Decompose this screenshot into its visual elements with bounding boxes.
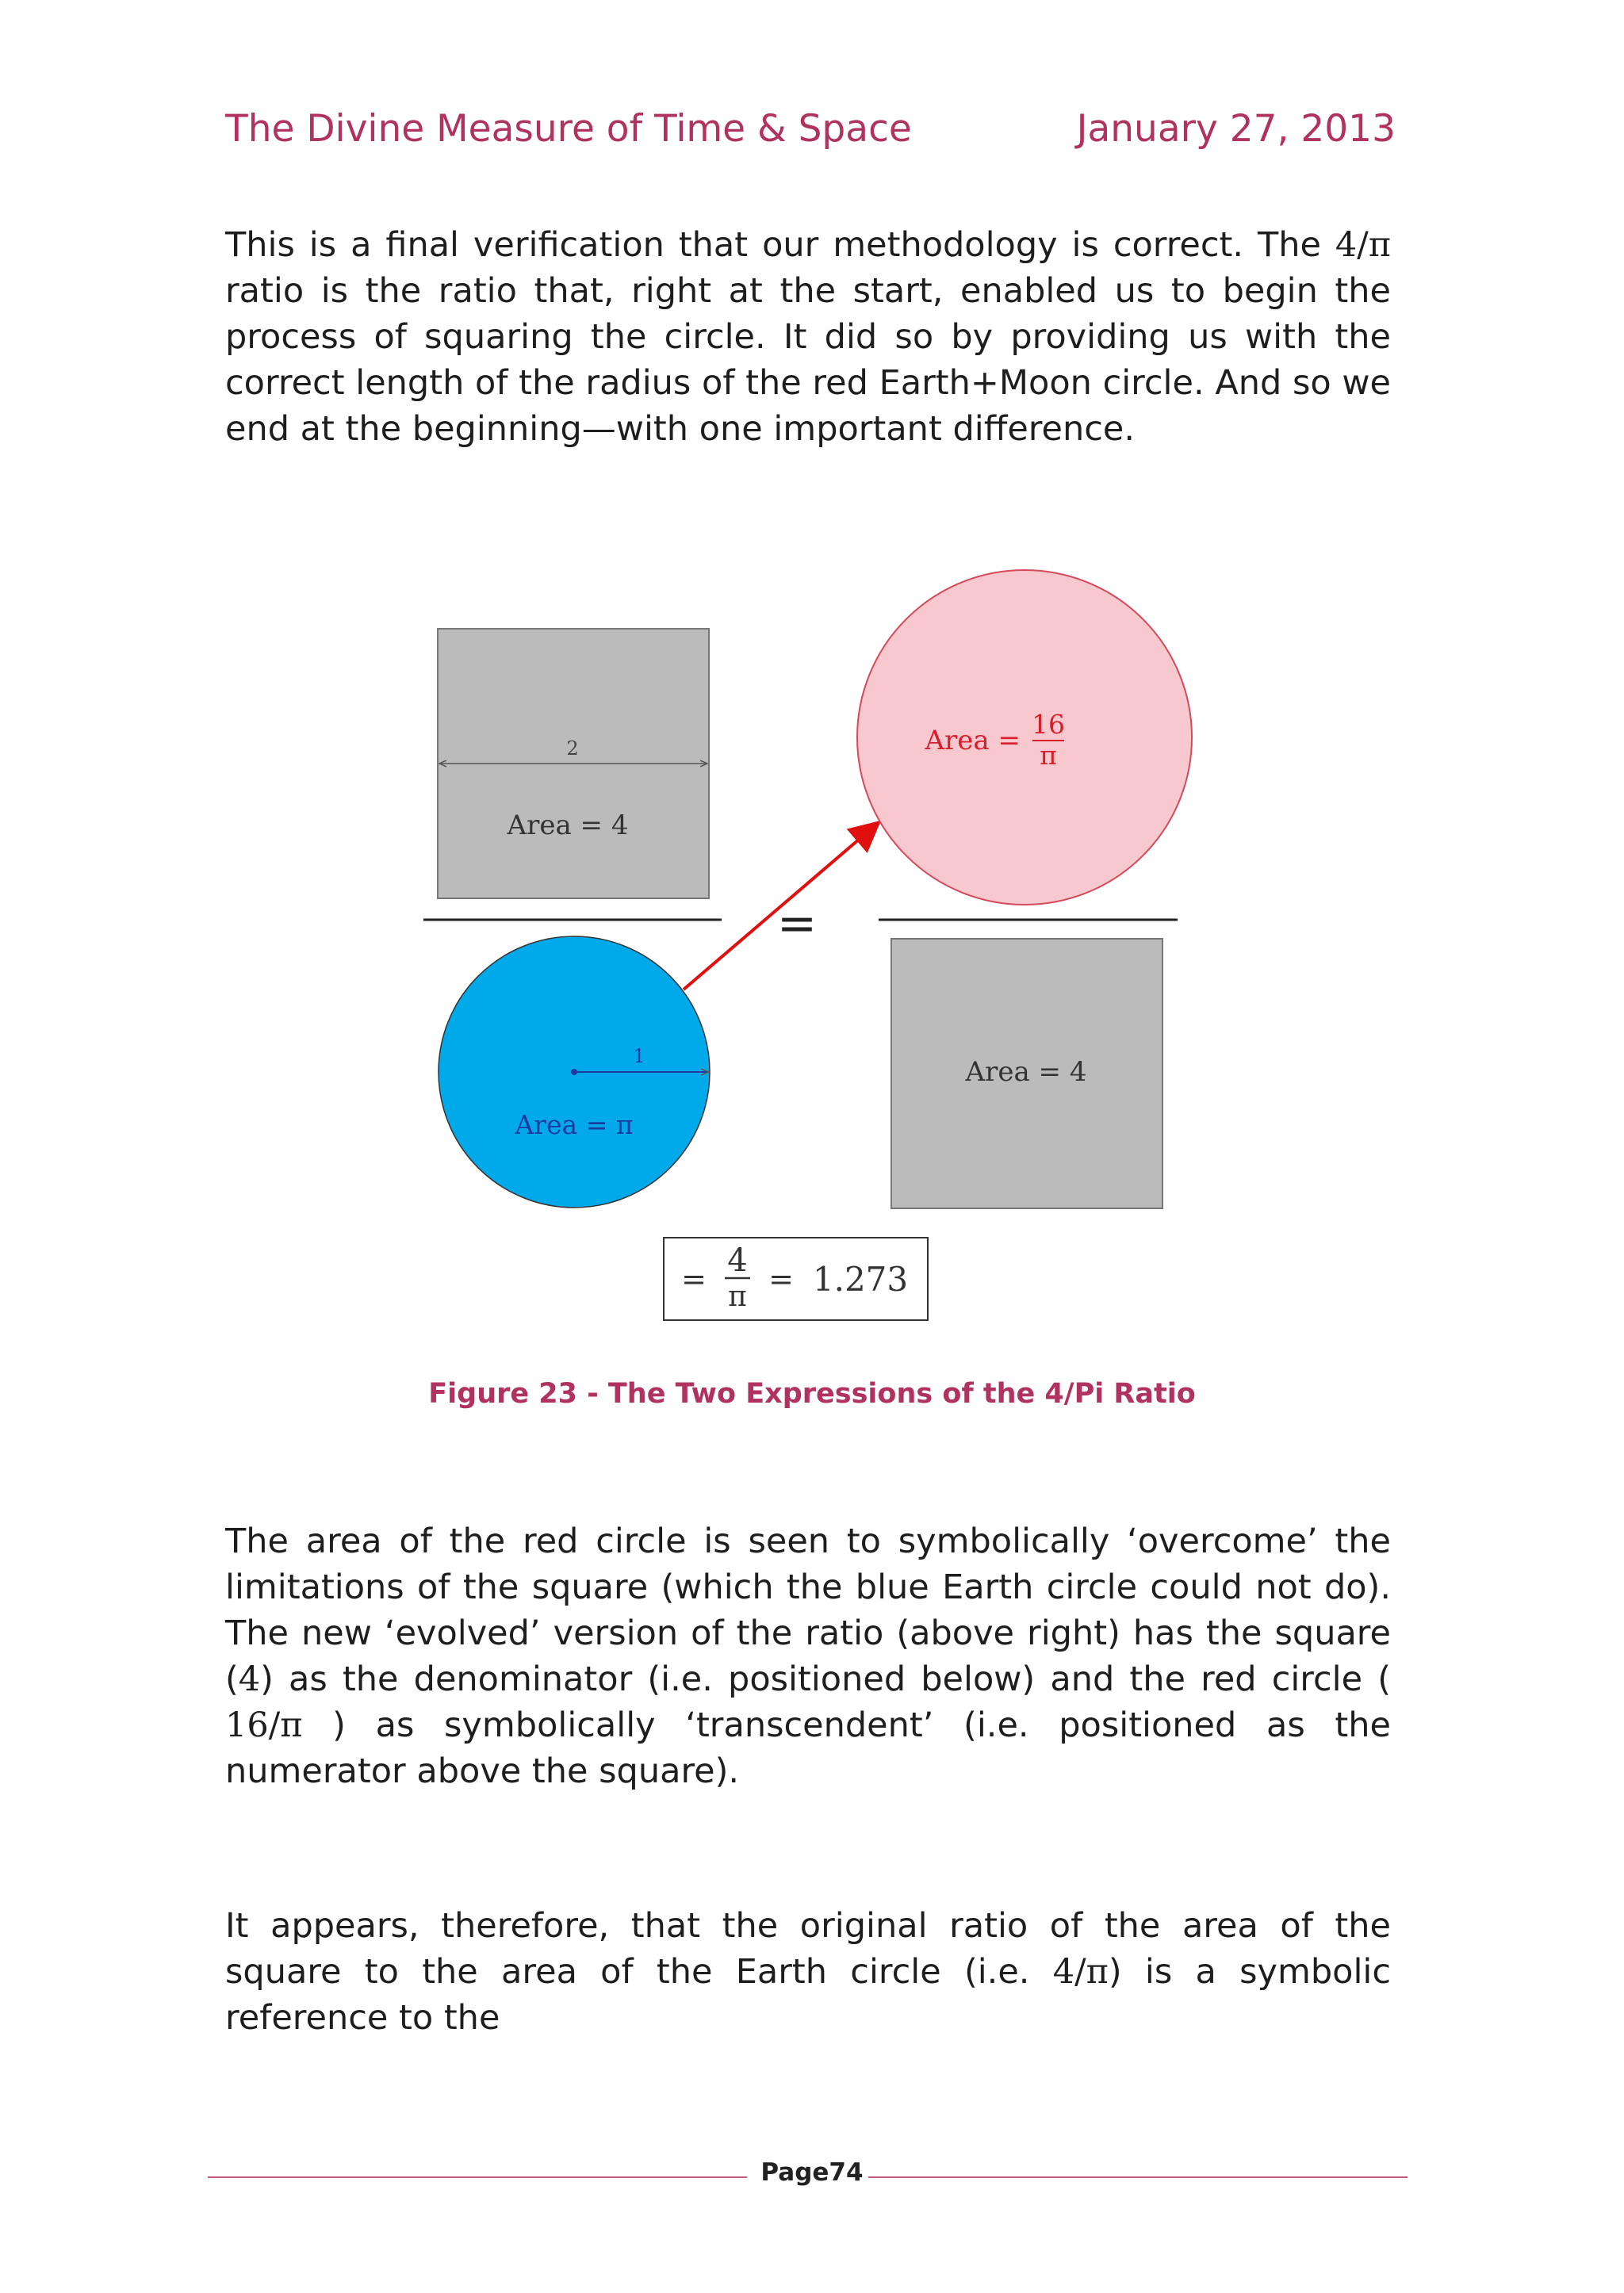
paragraph-1 bbox=[225, 222, 1391, 452]
paragraph-2-text-c: ) as symbolically ‘transcendent’ (i.e. positioned as the numerator above the square). bbox=[225, 1705, 1391, 1791]
document-title: The Divine Measure of Time & Space bbox=[225, 107, 912, 151]
paragraph-2-text-a: The area of the red circle is seen to symbolically ‘overcome’ the limitations of the square (which the blue Earth circle could not do). The new ‘evolved’ version of the ratio (above right) has the square ( bbox=[225, 1522, 1391, 1699]
result-numerator: 4 bbox=[727, 1242, 748, 1279]
red-circle-shape bbox=[857, 570, 1192, 905]
paragraph-2 bbox=[225, 1518, 1391, 1794]
paragraph-2-math-b: 16/π bbox=[225, 1705, 303, 1745]
document-date: January 27, 2013 bbox=[1076, 107, 1396, 151]
paragraph-3-text-b: ) is a symbolic reference to the bbox=[225, 1952, 1391, 2038]
equals-sign: = bbox=[776, 896, 818, 951]
page-header bbox=[225, 107, 1396, 155]
result-value: 1.273 bbox=[812, 1260, 909, 1299]
blue-circle-area-label: Area = π bbox=[515, 1109, 634, 1140]
paragraph-2-math-a: 4 bbox=[238, 1659, 261, 1699]
bottom-square-area-label: Area = 4 bbox=[965, 1056, 1087, 1088]
top-square bbox=[438, 629, 709, 898]
radius-label: 1 bbox=[633, 1045, 645, 1067]
paragraph-1-text-b: ratio is the ratio that, right at the start, enabled us to begin the process of squaring the circle. It did so by providing us with the correct length of the radius of the red Earth+Moon circle. And so we end at the beginning—with one important difference. bbox=[225, 271, 1391, 449]
page-number: Page74 bbox=[760, 2158, 864, 2187]
red-circle-numerator: 16 bbox=[1032, 709, 1065, 740]
paragraph-3 bbox=[225, 1903, 1391, 2041]
paragraph-1-math: 4/π bbox=[1335, 225, 1391, 265]
result-equals-2: = bbox=[768, 1261, 794, 1296]
paragraph-1-text-a: This is a final verification that our methodology is correct. The bbox=[225, 225, 1335, 265]
paragraph-3-text-a: It appears, therefore, that the original ratio of the area of the square to the area of the Earth circle (i.e. bbox=[225, 1906, 1391, 1992]
red-circle-denominator: π bbox=[1040, 740, 1057, 771]
red-circle-area-prefix: Area = bbox=[925, 725, 1021, 756]
bottom-square bbox=[891, 939, 1162, 1208]
paragraph-2-text-b: ) as the denominator (i.e. positioned below) and the red circle ( bbox=[260, 1659, 1391, 1699]
result-equals-1: = bbox=[681, 1261, 707, 1296]
ratio-diagram bbox=[396, 555, 1205, 1340]
red-circle bbox=[857, 570, 1192, 905]
blue-circle bbox=[439, 936, 710, 1208]
top-square-area-label: Area = 4 bbox=[507, 810, 629, 841]
result-denominator: π bbox=[728, 1280, 747, 1313]
paragraph-3-math: 4/π bbox=[1052, 1952, 1109, 1992]
side-length-label: 2 bbox=[566, 737, 579, 760]
figure-caption: Figure 23 - The Two Expressions of the 4/Pi Ratio bbox=[428, 1378, 1196, 1410]
result-box bbox=[664, 1238, 928, 1320]
